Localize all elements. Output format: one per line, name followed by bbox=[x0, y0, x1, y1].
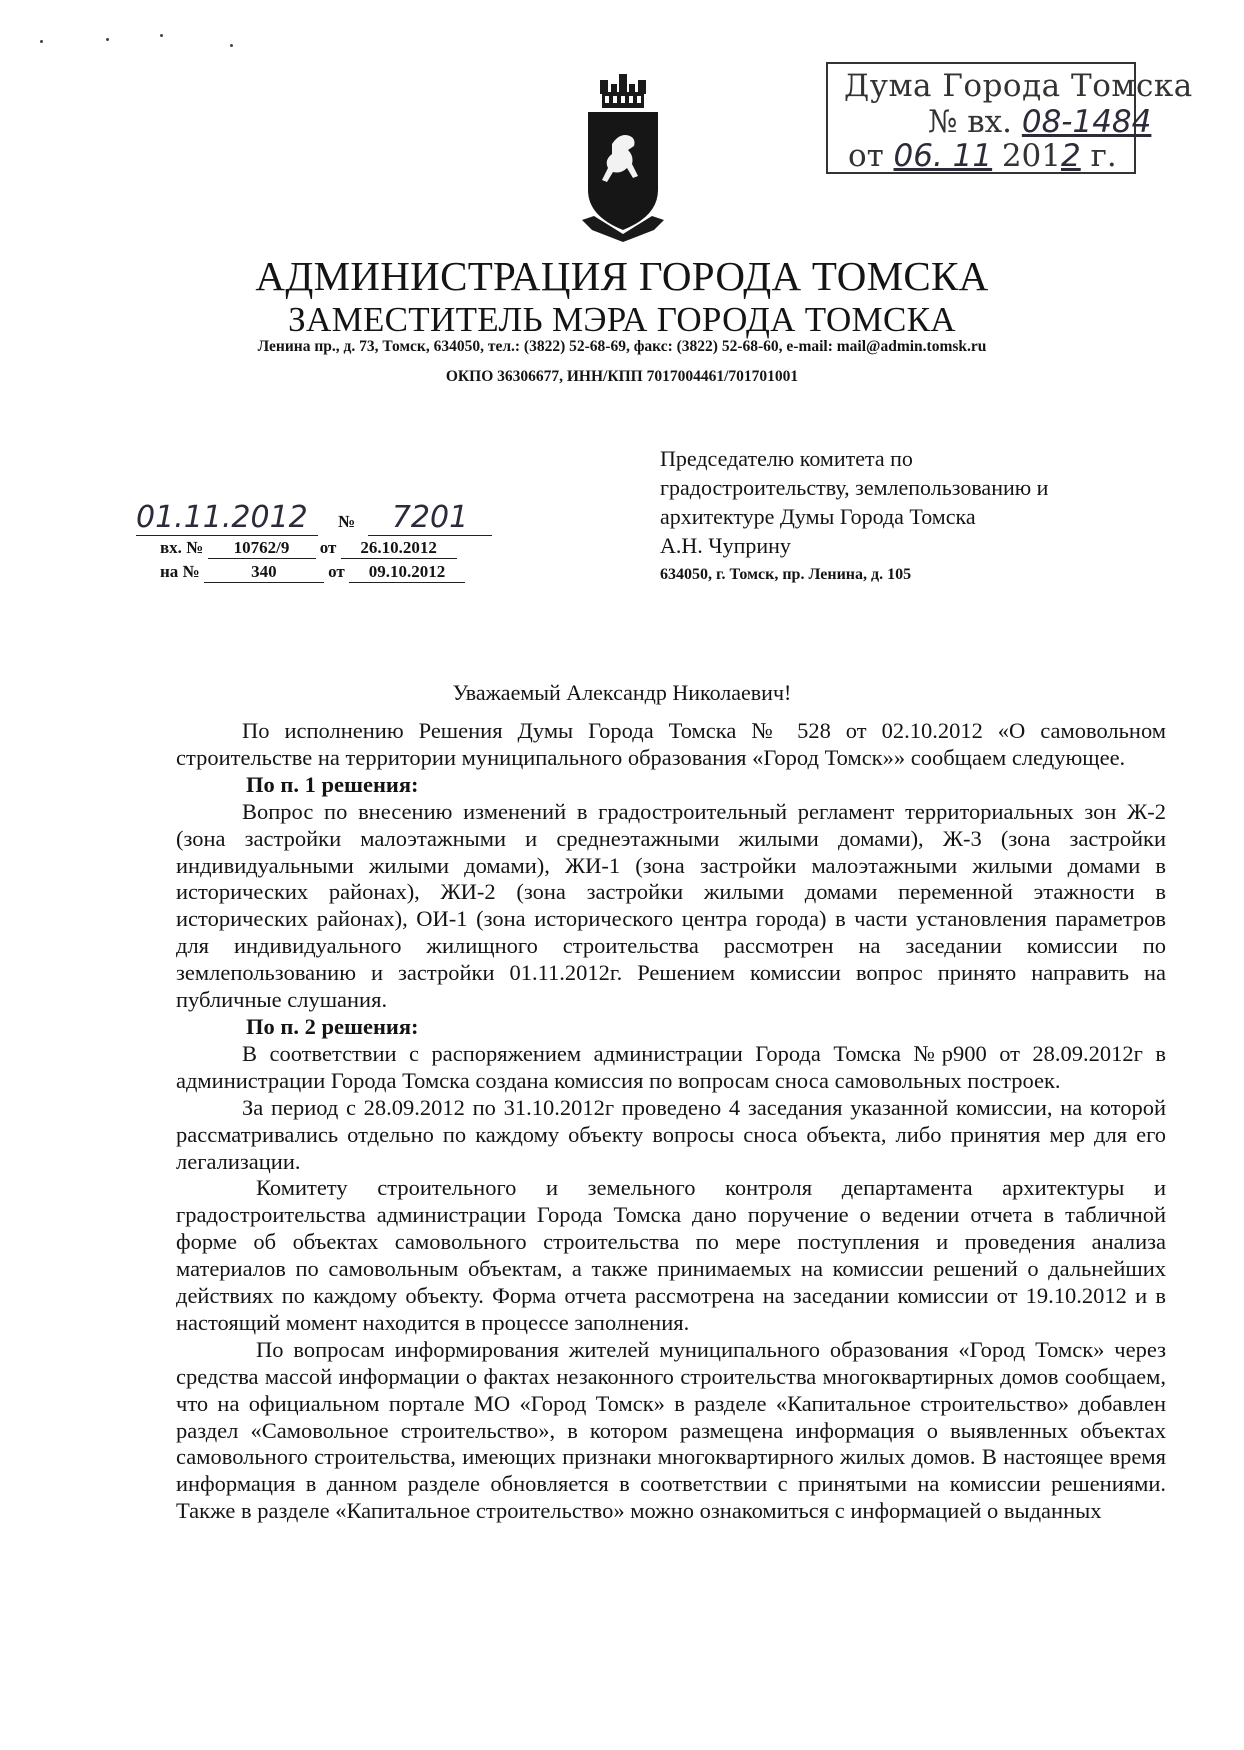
stamp-org: Дума Города Томска bbox=[844, 68, 1193, 104]
reply-ref-date: 09.10.2012 bbox=[349, 562, 465, 583]
incoming-reference-line bbox=[160, 538, 457, 559]
body-paragraph: В соответствии с распоряжением администрации Города Томска №р900 от 28.09.2012г в администрации Города Томска создана комиссия по вопросам сноса самовольных построек. bbox=[176, 1040, 1166, 1093]
tomsk-coat-of-arms bbox=[582, 70, 664, 248]
outgoing-number: 7201 bbox=[368, 500, 492, 536]
letterhead-address: Ленина пр., д. 73, Томск, 634050, тел.: (3822) 52-68-69, факс: (3822) 52-68-60, e-mail: mail@admin.tomsk.ru bbox=[257, 338, 987, 355]
salutation: Уважаемый Александр Николаевич! bbox=[452, 680, 792, 705]
stamp-date-line bbox=[848, 138, 1117, 174]
stamp-year-printed: 201 bbox=[1001, 138, 1061, 174]
stamp-date-value: 06. 11 bbox=[893, 138, 993, 174]
outgoing-number-label: № bbox=[338, 512, 356, 531]
body-paragraph: По исполнению Решения Думы Города Томска № 528 от 02.10.2012 «О самовольном строительстве на территории муниципального образования «Город Томск»» сообщаем следующее. bbox=[176, 718, 1166, 770]
stamp-number-line bbox=[928, 104, 1151, 140]
stamp-year-suffix: г. bbox=[1090, 138, 1117, 174]
incoming-ref-number: 10762/9 bbox=[208, 538, 316, 559]
reply-ref-from: от bbox=[328, 562, 345, 581]
addressee-block bbox=[660, 444, 1048, 589]
scan-speck bbox=[40, 40, 43, 43]
addressee-line: градостроительству, землепользованию и bbox=[660, 475, 1049, 500]
addressee-line: Председателю комитета по bbox=[660, 446, 913, 471]
letterhead-codes: ОКПО 36306677, ИНН/КПП 7017004461/701701001 bbox=[445, 368, 799, 385]
scan-speck bbox=[160, 34, 163, 37]
addressee-name: А.Н. Чуприну bbox=[660, 533, 791, 558]
body-paragraph: Комитету строительного и земельного контроля департамента архитектуры и градостроительства администрации Города Томска дано поручение о ведении отчета в табличной форме об объектах самовольного строительства по мере поступления и проведения анализа материалов по самовольным объектам, а также принимаемых на комиссии решений о дальнейших действиях по каждому объекту. Форма отчета рассмотрена на заседании комиссии от 19.10.2012 и в настоящий момент находится в процессе заполнения. bbox=[176, 1175, 1166, 1335]
scan-speck bbox=[230, 44, 233, 47]
body-paragraph: По вопросам информирования жителей муниципального образования «Город Томск» через средства массой информации о фактах незаконного строительства многоквартирных домов сообщаем, что на официальном портале МО «Город Томск» в разделе «Капитальное строительство» добавлен раздел «Самовольное строительство», в котором размещена информация о выявленных объектах самовольного строительства, имеющих признаки многоквартирного жилых домов. В настоящее время информация в данном разделе обновляется в соответствии с принятыми на комиссии решениями. Также в разделе «Капитальное строительство» можно ознакомиться с информацией о выданных bbox=[176, 1336, 1166, 1524]
stamp-number-label: № вх. bbox=[928, 104, 1012, 140]
outgoing-date: 01.11.2012 bbox=[136, 500, 318, 536]
body-paragraph: Вопрос по внесению изменений в градостроительный регламент территориальных зон Ж-2 (зона застройки малоэтажными и среднеэтажными жилыми домами), Ж-3 (зона застройки индивидуальными жилыми домами), ЖИ-1 (зона застройки малоэтажными жилыми домами в исторических районах), ЖИ-2 (зона застройки жилыми домами переменной этажности в исторических районах), ОИ-1 (зона исторического центра города) в части установления параметров для индивидуального жилищного строительства рассмотрен на заседании комиссии по землепользованию и застройки 01.11.2012г. Решением комиссии вопрос принято направить на публичные слушания. bbox=[176, 798, 1166, 1013]
incoming-ref-date: 26.10.2012 bbox=[341, 538, 457, 559]
letter-body bbox=[176, 718, 1166, 1525]
section-heading: По п. 1 решения: bbox=[246, 771, 419, 797]
incoming-registration-stamp bbox=[826, 62, 1193, 174]
section-heading: По п. 2 решения: bbox=[246, 1013, 419, 1039]
stamp-number-value: 08-1484 bbox=[1021, 104, 1152, 140]
scan-speck bbox=[106, 38, 109, 41]
body-paragraph: За период с 28.09.2012 по 31.10.2012г проведено 4 заседания указанной комиссии, на которой рассматривались отдельно по каждому объекту вопросы сноса объекта, либо принятия мер для его легализации. bbox=[176, 1094, 1166, 1174]
addressee-line: архитектуре Думы Города Томска bbox=[660, 504, 976, 529]
reply-ref-number: 340 bbox=[204, 562, 324, 583]
incoming-ref-from: от bbox=[319, 538, 337, 557]
reply-ref-label: на № bbox=[160, 562, 200, 581]
incoming-ref-label: вх. № bbox=[160, 538, 204, 557]
addressee-address: 634050, г. Томск, пр. Ленина, д. 105 bbox=[660, 566, 912, 583]
letterhead-title: АДМИНИСТРАЦИЯ ГОРОДА ТОМСКА bbox=[255, 253, 989, 299]
letterhead-subtitle: ЗАМЕСТИТЕЛЬ МЭРА ГОРОДА ТОМСКА bbox=[288, 300, 956, 339]
stamp-date-label: от bbox=[848, 138, 884, 174]
reply-reference-line bbox=[160, 562, 465, 583]
stamp-year-handwritten: 2 bbox=[1061, 138, 1081, 174]
